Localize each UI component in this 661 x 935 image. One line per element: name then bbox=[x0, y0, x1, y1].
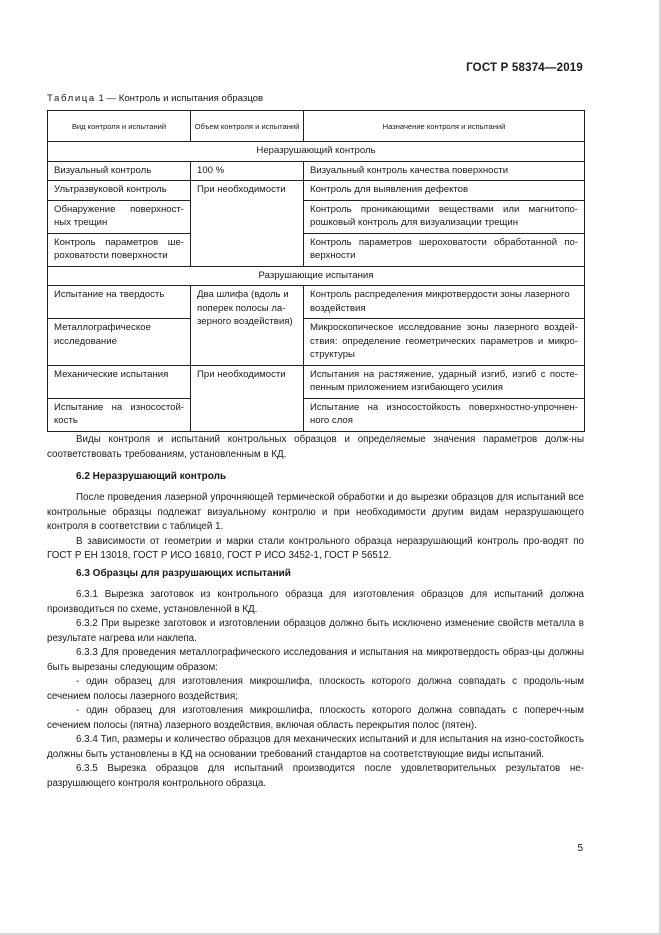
paragraph: 6.3.3 Для проведения металлографического исследования и испытания на микротвердость образ-цы должны быть вырезаны следующим образом: bbox=[47, 647, 584, 673]
section-row bbox=[48, 142, 585, 162]
cell-volume: При необходимости bbox=[191, 181, 304, 267]
cell-purpose: Микроскопическое исследование зоны лазерного воздей-ствия: определение геометрических параметров и микро-структуры bbox=[304, 319, 585, 366]
cell-type: Механические испытания bbox=[48, 365, 191, 398]
table-row bbox=[48, 233, 585, 266]
cell-type: Обнаружение поверхност-ных трещин bbox=[48, 200, 191, 233]
cell-purpose: Контроль для выявления дефектов bbox=[304, 181, 585, 201]
cell-volume: При необходимости bbox=[191, 365, 304, 431]
table-caption-title: 1 — Контроль и испытания образцов bbox=[95, 93, 264, 104]
section-destructive: Разрушающие испытания bbox=[48, 266, 585, 286]
section-6-2 bbox=[47, 470, 584, 564]
cell-type: Металлографическое исследование bbox=[48, 319, 191, 366]
cell-purpose: Контроль проникающими веществами или магнитопо-рошковый контроль для визуализации трещин bbox=[304, 200, 585, 233]
cell-type: Испытание на износостой-кость bbox=[48, 398, 191, 431]
document-code: ГОСТ Р 58374—2019 bbox=[466, 62, 583, 74]
header-volume: Объем контроля и испытаний bbox=[191, 111, 304, 142]
cell-purpose: Контроль параметров шероховатости обработанной по-верхности bbox=[304, 233, 585, 266]
table-row bbox=[48, 398, 585, 431]
cell-purpose: Испытание на износостойкость поверхностно-упрочнен-ного слоя bbox=[304, 398, 585, 431]
table-caption-label: Таблица bbox=[47, 93, 96, 104]
control-table bbox=[47, 110, 585, 432]
paragraph: В зависимости от геометрии и марки стали контрольного образца неразрушающий контроль про-водят по ГОСТ Р ЕН 13018, ГОСТ Р ИСО 16810, ГОСТ Р ИСО 3452-1, ГОСТ Р 56512. bbox=[47, 535, 584, 561]
table-row bbox=[48, 200, 585, 233]
section-row bbox=[48, 266, 585, 286]
list-item: - один образец для изготовления микрошлифа, плоскость которого должна совпадать с попереч-ным сечением полосы (пятна) лазерного воздействия, включая область перекрытия полос (пятен). bbox=[47, 705, 584, 731]
cell-volume: 100 % bbox=[191, 161, 304, 181]
cell-purpose: Визуальный контроль качества поверхности bbox=[304, 161, 585, 181]
table-header-row bbox=[48, 111, 585, 142]
cell-type: Визуальный контроль bbox=[48, 161, 191, 181]
table-row bbox=[48, 161, 585, 181]
cell-type: Ультразвуковой контроль bbox=[48, 181, 191, 201]
table-note bbox=[47, 433, 584, 462]
table-caption bbox=[47, 93, 263, 104]
section-nondestructive: Неразрушающий контроль bbox=[48, 142, 585, 162]
section-6-3 bbox=[47, 567, 584, 791]
section-heading: 6.2 Неразрушающий контроль bbox=[76, 471, 227, 482]
section-heading: 6.3 Образцы для разрушающих испытаний bbox=[76, 568, 291, 579]
page-number: 5 bbox=[577, 843, 583, 854]
cell-purpose: Контроль распределения микротвердости зоны лазерного воздействия bbox=[304, 286, 585, 319]
cell-type: Испытание на твердость bbox=[48, 286, 191, 319]
paragraph: 6.3.1 Вырезка заготовок из контрольного образца для изготовления образцов для испытаний должна производиться по схеме, установленной в КД. bbox=[47, 589, 584, 615]
table-row bbox=[48, 365, 585, 398]
header-type: Вид контроля и испытаний bbox=[48, 111, 191, 142]
cell-type: Контроль параметров ше-роховатости поверхности bbox=[48, 233, 191, 266]
paragraph: Виды контроля и испытаний контрольных образцов и определяемые значения параметров долж-ны соответствовать требованиям, установленным в КД. bbox=[47, 434, 584, 460]
cell-purpose: Испытания на растяжение, ударный изгиб, изгиб с посте-пенным приложением изгибающего усилия bbox=[304, 365, 585, 398]
paragraph: 6.3.2 При вырезке заготовок и изготовлении образцов должно быть исключено изменение свойств металла в результате нагрева или наклепа. bbox=[47, 618, 584, 644]
header-purpose: Назначение контроля и испытаний bbox=[304, 111, 585, 142]
list-item: - один образец для изготовления микрошлифа, плоскость которого должна совпадать с продоль-ным сечением полосы лазерного воздействия; bbox=[47, 676, 584, 702]
table-row bbox=[48, 286, 585, 319]
cell-volume: Два шлифа (вдоль и поперек полосы ла-зерного воздействия) bbox=[191, 286, 304, 366]
table-row bbox=[48, 319, 585, 366]
paragraph: 6.3.5 Вырезка образцов для испытаний производится после удовлетворительных результатов не-разрушающего контроля контрольного образца. bbox=[47, 763, 584, 789]
paragraph: 6.3.4 Тип, размеры и количество образцов для механических испытаний и для испытания на изно-состойкость должны быть установлены в КД на основании требований стандартов на соответствующие виды испытаний. bbox=[47, 734, 584, 760]
table-row bbox=[48, 181, 585, 201]
paragraph: После проведения лазерной упрочняющей термической обработки и до вырезки образцов для испытаний все контрольные образцы подлежат визуальному контролю и при необходимости другим видам неразрушающего контроля в соответствии с таблицей 1. bbox=[47, 492, 584, 532]
